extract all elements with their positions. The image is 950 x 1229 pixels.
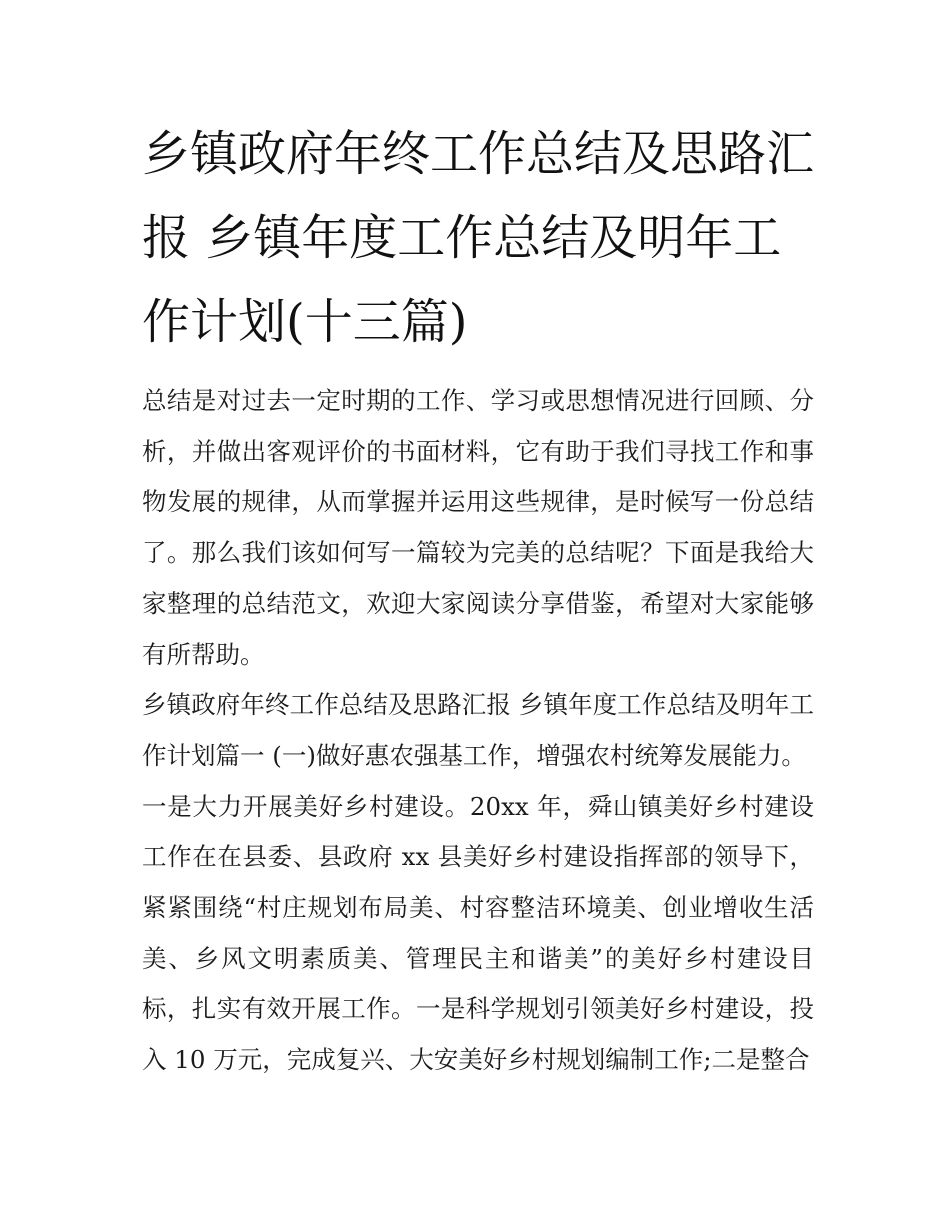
document-title: 乡镇政府年终工作总结及思路汇报 乡镇年度工作总结及明年工作计划(十三篇) <box>142 126 815 350</box>
intro-paragraph: 总结是对过去一定时期的工作、学习或思想情况进行回顾、分析，并做出客观评价的书面材料，它有助于我们寻找工作和事物发展的规律，从而掌握并运用这些规律，是时候写一份总结了。那么我们该如何写一篇较为完美的总结呢？下面是我给大家整理的总结范文，欢迎大家阅读分享借鉴，希望对大家能够有所帮助。 <box>142 386 814 669</box>
body-paragraph: 一是大力开展美好乡村建设。20xx 年，舜山镇美好乡村建设工作在在县委、县政府 xx 县美好乡村建设指挥部的领导下，紧紧围绕“村庄规划布局美、村容整洁环境美、创业增收生活美、乡风文明素质美、管理民主和谐美”的美好乡村建设目标，扎实有效开展工作。一是科学规划引领美好乡村建设，投入 10 万元，完成复兴、大安美好乡村规划编制工作;二是整合 <box>142 791 814 1075</box>
document-body <box>142 112 814 1086</box>
section-heading-paragraph: 乡镇政府年终工作总结及思路汇报 乡镇年度工作总结及明年工作计划篇一 (一)做好惠农强基工作，增强农村统筹发展能力。 <box>142 690 814 770</box>
